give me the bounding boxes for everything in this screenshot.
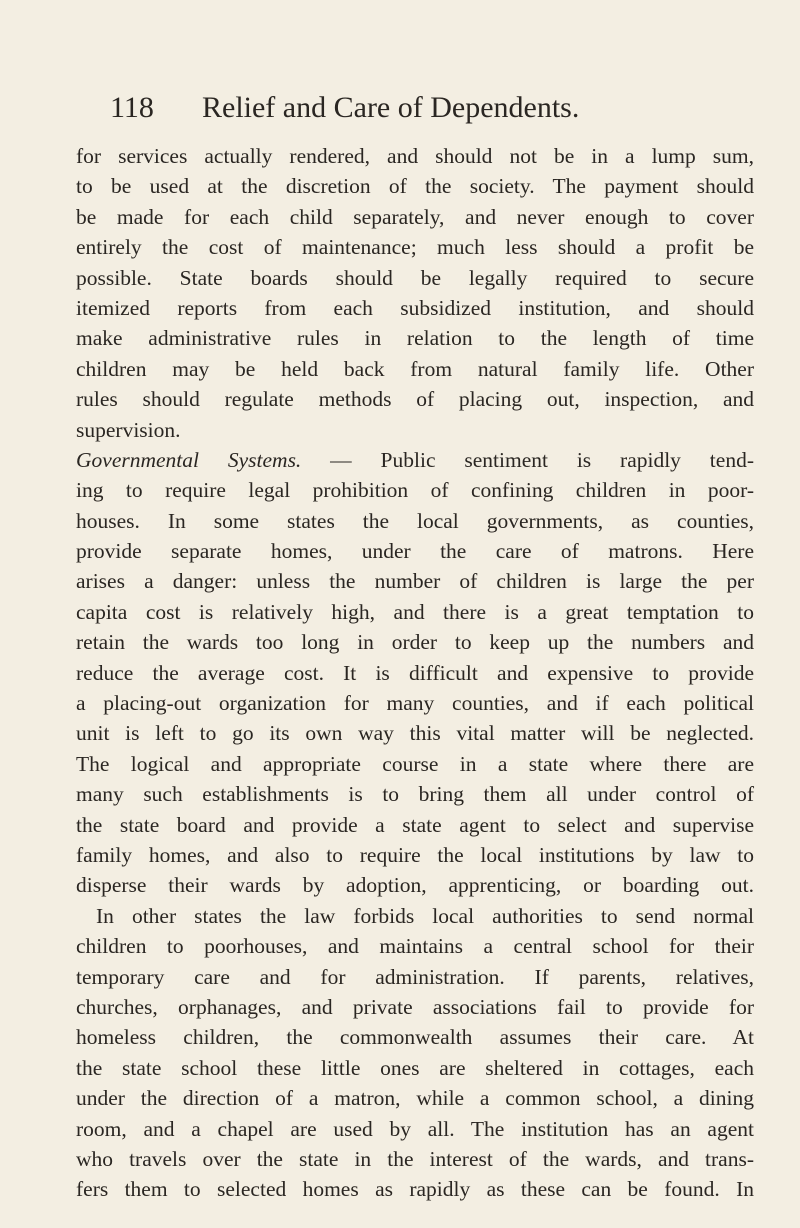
- text-line: the state board and provide a state agent to select and supervise: [76, 812, 754, 837]
- text-line: provide separate homes, under the care of matrons. Here: [76, 539, 754, 564]
- text-line: many such establishments is to bring them all under control of: [76, 782, 754, 807]
- text-line: arises a danger: unless the number of children is large the per: [76, 569, 754, 594]
- text-line: houses. In some states the local governments, as counties,: [76, 508, 754, 533]
- text-line: fers them to selected homes as rapidly as these can be found. In: [76, 1177, 754, 1202]
- text-line: to be used at the discretion of the society. The payment should: [76, 174, 754, 199]
- text-line: who travels over the state in the interest of the wards, and trans-: [76, 1146, 754, 1171]
- body-text: [76, 141, 754, 1205]
- running-title: Relief and Care of Dependents.: [202, 91, 580, 124]
- text-line: disperse their wards by adoption, apprenticing, or boarding out.: [76, 873, 754, 898]
- text-line: ing to require legal prohibition of confining children in poor-: [76, 478, 754, 503]
- text-line: possible. State boards should be legally required to secure: [76, 265, 754, 290]
- text-line: be made for each child separately, and never enough to cover: [76, 204, 754, 229]
- section-first-line: [76, 445, 754, 475]
- text-line: itemized reports from each subsidized institution, and should: [76, 295, 754, 320]
- text-line: a placing-out organization for many counties, and if each political: [76, 691, 754, 716]
- text-line: children may be held back from natural family life. Other: [76, 356, 754, 381]
- text-line: make administrative rules in relation to the length of time: [76, 326, 754, 351]
- text-line: retain the wards too long in order to keep up the numbers and: [76, 630, 754, 655]
- text-line: homeless children, the commonwealth assumes their care. At: [76, 1025, 754, 1050]
- text-line: churches, orphanages, and private associations fail to provide for: [76, 994, 754, 1019]
- text-line: family homes, and also to require the local institutions by law to: [76, 842, 754, 867]
- text-line: room, and a chapel are used by all. The institution has an agent: [76, 1116, 754, 1141]
- text-line: capita cost is relatively high, and there is a great temptation to: [76, 599, 754, 624]
- text-line: children to poorhouses, and maintains a central school for their: [76, 934, 754, 959]
- text-line: entirely the cost of maintenance; much less should a profit be: [76, 235, 754, 260]
- text-line: The logical and appropriate course in a state where there are: [76, 751, 754, 776]
- text-line: supervision.: [76, 417, 181, 442]
- running-head: [110, 88, 750, 128]
- text-line: rules should regulate methods of placing out, inspection, and: [76, 387, 754, 412]
- section-first-line-text: — Public sentiment is rapidly tend-: [301, 447, 754, 472]
- text-line: for services actually rendered, and should not be in a lump sum,: [76, 144, 754, 168]
- section-heading: Governmental Systems.: [76, 447, 302, 472]
- text-line: under the direction of a matron, while a common school, a dining: [76, 1086, 754, 1111]
- text-line: temporary care and for administration. If parents, relatives,: [76, 964, 754, 989]
- text-line: the state school these little ones are sheltered in cottages, each: [76, 1055, 754, 1080]
- text-line: In other states the law forbids local authorities to send normal: [96, 903, 754, 928]
- text-line: unit is left to go its own way this vital matter will be neglected.: [76, 721, 754, 746]
- text-line: reduce the average cost. It is difficult and expensive to provide: [76, 660, 754, 685]
- page-number: 118: [110, 91, 154, 124]
